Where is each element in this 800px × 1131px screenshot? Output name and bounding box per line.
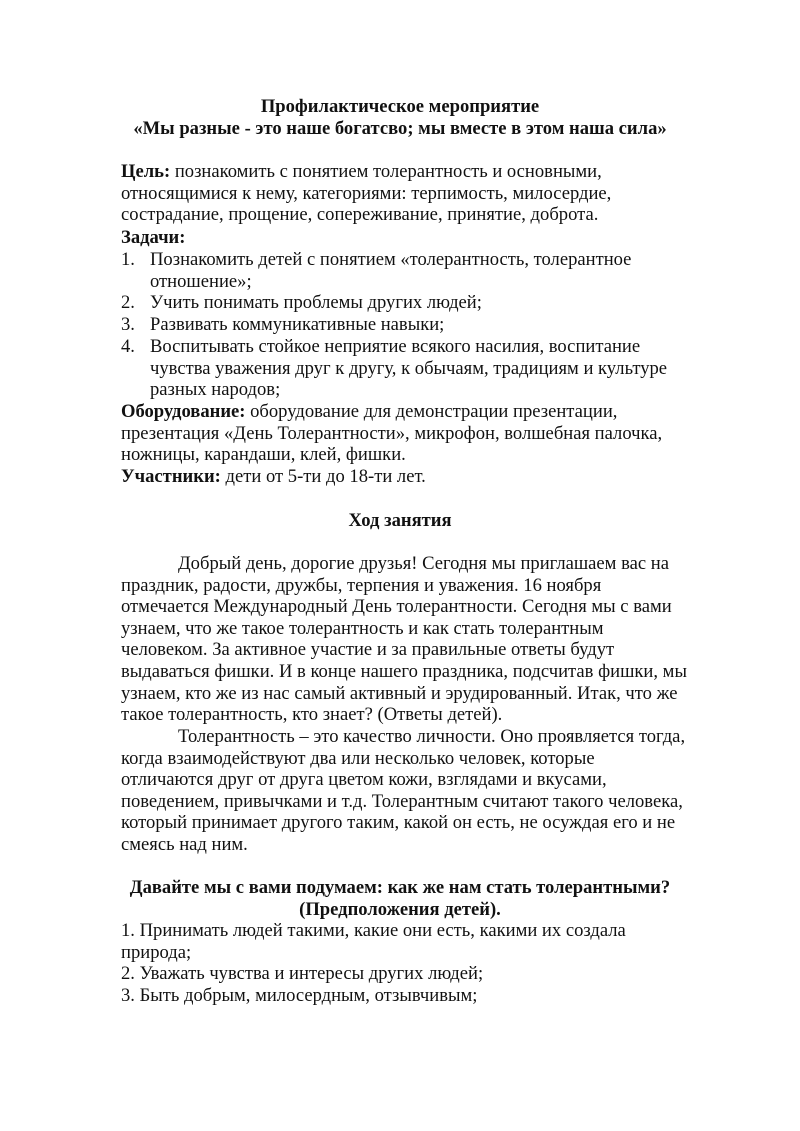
lesson-heading: Ход занятия: [348, 510, 452, 531]
task-number: 4.: [121, 336, 135, 357]
task-number: 2.: [121, 292, 135, 313]
goal-label: Цель:: [121, 161, 171, 182]
participants-text: дети от 5-ти до 18-ти лет.: [220, 466, 426, 487]
goal-paragraph: [121, 161, 691, 226]
task-text: Развивать коммуникативные навыки;: [150, 314, 445, 335]
participants-label: Участники:: [121, 466, 221, 487]
page-title: Профилактическое мероприятие: [260, 96, 540, 117]
question-heading: Давайте мы с вами подумаем: как же нам стать толерантными?: [129, 877, 671, 898]
equipment-label: Оборудование:: [121, 401, 246, 422]
task-number: 1.: [121, 249, 135, 270]
task-text: Воспитывать стойкое неприятие всякого насилия, воспитание чувства уважения друг к другу, к обычаям, традициям и культуре разных народов;: [150, 336, 668, 401]
answer-item: 2. Уважать чувства и интересы других людей;: [121, 963, 484, 984]
task-text: Учить понимать проблемы других людей;: [150, 292, 482, 313]
equipment-text: оборудование для демонстрации презентации, презентация «День Толерантности», микрофон, волшебная палочка, ножницы, карандаши, клей, фишки.: [121, 401, 663, 466]
page-subtitle: «Мы разные - это наше богатсво; мы вместе в этом наша сила»: [133, 118, 667, 139]
task-number: 3.: [121, 314, 135, 335]
equipment-paragraph: [121, 401, 691, 466]
goal-text: познакомить с понятием толерантность и основными, относящимися к нему, категориями: терпимость, милосердие, сострадание, прощение, сопереживание, принятие, доброта.: [121, 161, 612, 226]
answer-item: 3. Быть добрым, милосердным, отзывчивым;: [121, 985, 478, 1006]
lesson-paragraph-1: Добрый день, дорогие друзья! Сегодня мы приглашаем вас на праздник, радости, дружбы, терпения и уважения. 16 ноября отмечается Международный День толерантности. Сегодня мы с вами узнаем, что же такое толерантность и как стать толерантным человеком. За активное участие и за правильные ответы будут выдаваться фишки. И в конце нашего праздника, подсчитав фишки, мы узнаем, кто же из нас самый активный и эрудированный. Итак, что же такое толерантность, кто знает? (Ответы детей).: [121, 553, 687, 726]
answer-item: 1. Принимать людей такими, какие они есть, какими их создала природа;: [121, 920, 626, 963]
tasks-label: Задачи:: [121, 227, 186, 248]
participants-paragraph: [121, 466, 691, 488]
question-subheading: (Предположения детей).: [299, 899, 501, 920]
task-text: Познакомить детей с понятием «толерантность, толерантное отношение»;: [150, 249, 632, 292]
lesson-paragraph-2: Толерантность – это качество личности. Оно проявляется тогда, когда взаимодействуют два или несколько человек, которые отличаются друг от друга цветом кожи, взглядами и вкусами, поведением, привычками и т.д. Толерантным считают такого человека, который принимает другого таким, какой он есть, не осуждая его и не смеясь над ним.: [121, 726, 686, 855]
